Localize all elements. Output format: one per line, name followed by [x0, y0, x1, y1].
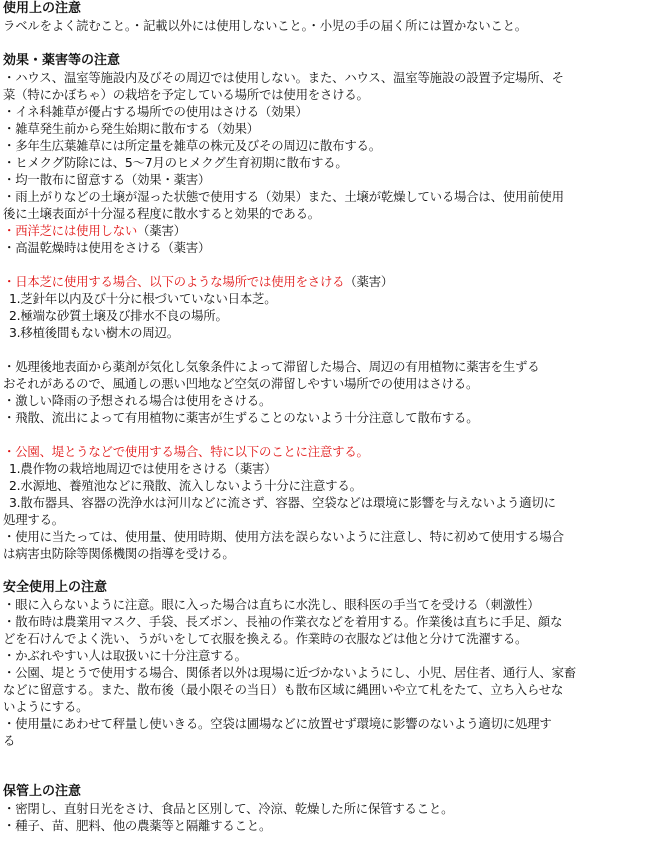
storage-line: ・種子、苗、肥料、他の農薬等と隔離すること。 — [3, 818, 272, 833]
heading-storage: 保管上の注意 — [3, 784, 82, 799]
vapor-line: ・飛散、流出によって有用植物に薬害が生ずることのないよう十分注意して散布する。 — [3, 410, 479, 425]
efficacy-line: ・イネ科雑草が優占する場所での使用はさける（効果） — [3, 104, 308, 119]
efficacy-line: ・ハウス、温室等施設内及びその周辺では使用しない。また、ハウス、温室等施設の設置予定場所、そ — [3, 70, 564, 85]
safety-line: ・散布時は農業用マスク、手袋、長ズボン、長袖の作業衣などを着用する。作業後は直ちに手足、顔な — [3, 614, 563, 629]
safety-line: いようにする。 — [3, 699, 89, 714]
japanese-turf-item: 2.極端な砂質土壌及び排水不良の場所。 — [9, 308, 228, 323]
western-turf-red: ・西洋芝には使用しない — [3, 223, 138, 238]
efficacy-line: ・雨上がりなどの土壌が湿った状態で使用する（効果）また、土壌が乾燥している場合は、使用前使用 — [3, 189, 564, 204]
parks-tail: ・使用に当たっては、使用量、使用時期、使用方法を誤らないように注意し、特に初めて使用する場合 — [3, 529, 564, 544]
heading-efficacy: 効果・薬害等の注意 — [3, 53, 121, 68]
hot-dry-warning: ・高温乾燥時は使用をさける（薬害） — [3, 240, 211, 255]
japanese-turf-red: ・日本芝に使用する場合、以下のような場所では使用をさける — [3, 274, 345, 289]
safety-line: どを石けんでよく洗い、うがいをして衣服を換える。作業時の衣服などは他と分けて洗濯する。 — [3, 631, 528, 646]
parks-item: 3.散布器具、容器の洗浄水は河川などに流さず、容器、空袋などは環境に影響を与えないよう適切に — [9, 495, 556, 510]
vapor-line: ・処理後地表面から薬剤が気化し気象条件によって滞留した場合、周辺の有用植物に薬害を生ずる — [3, 359, 540, 374]
japanese-turf-item: 3.移植後間もない樹木の周辺。 — [9, 325, 179, 340]
vapor-line: おそれがあるので、風通しの悪い凹地など空気の滞留しやすい場所での使用はさける。 — [3, 376, 479, 391]
efficacy-line: ・均一散布に留意する（効果・薬害） — [3, 172, 211, 187]
safety-line: などに留意する。また、散布後（最小限その当日）も散布区域に縄囲いや立て札をたて、立ち入らせな — [3, 682, 564, 697]
storage-line: ・密閉し、直射日光をさけ、食品と区別して、冷涼、乾燥した所に保管すること。 — [3, 801, 454, 816]
safety-line: ・眼に入らないように注意。眼に入った場合は直ちに水洗し、眼科医の手当てを受ける（刺激性） — [3, 597, 540, 612]
efficacy-line: ・ヒメクグ防除には、5〜7月のヒメクグ生育初期に散布する。 — [3, 155, 348, 170]
japanese-turf-warning — [3, 273, 647, 290]
heading-usage: 使用上の注意 — [3, 1, 82, 16]
safety-line: ・使用量にあわせて秤量し使いきる。空袋は圃場などに放置せず環境に影響のないよう適切に処理す — [3, 716, 552, 731]
efficacy-line: ・多年生広葉雑草には所定量を雑草の株元及びその周辺に散布する。 — [3, 138, 381, 153]
usage-line: ラベルをよく読むこと。・記載以外には使用しないこと。・小児の手の届く所には置かないこと。 — [3, 18, 527, 33]
vapor-line: ・激しい降雨の予想される場合は使用をさける。 — [3, 393, 272, 408]
safety-line: る — [3, 733, 16, 748]
efficacy-line: 後に土壌表面が十分湿る程度に散水すると効果的である。 — [3, 206, 320, 221]
japanese-turf-rest: （薬害） — [344, 274, 394, 289]
parks-tail: 処理する。 — [3, 512, 64, 527]
safety-line: ・公園、堤とうで使用する場合、関係者以外は現場に近づかないようにし、小児、居住者、通行人、家畜 — [3, 665, 576, 680]
heading-safety: 安全使用上の注意 — [3, 580, 108, 595]
parks-warning: ・公園、堤とうなどで使用する場合、特に以下のことに注意する。 — [3, 444, 369, 459]
western-turf-warning — [3, 222, 647, 239]
efficacy-line: 菜（特にかぼちゃ）の栽培を予定している場所では使用をさける。 — [3, 87, 369, 102]
parks-item: 1.農作物の栽培地周辺では使用をさける（薬害） — [9, 461, 277, 476]
western-turf-rest: （薬害） — [137, 223, 186, 238]
parks-tail: は病害虫防除等関係機関の指導を受ける。 — [3, 546, 235, 561]
safety-line: ・かぶれやすい人は取扱いに十分注意する。 — [3, 648, 247, 663]
japanese-turf-item: 1.芝針年以内及び十分に根づいていない日本芝。 — [9, 291, 277, 306]
parks-item: 2.水源地、養殖池などに飛散、流入しないよう十分に注意する。 — [9, 478, 362, 493]
efficacy-line: ・雑草発生前から発生始期に散布する（効果） — [3, 121, 260, 136]
